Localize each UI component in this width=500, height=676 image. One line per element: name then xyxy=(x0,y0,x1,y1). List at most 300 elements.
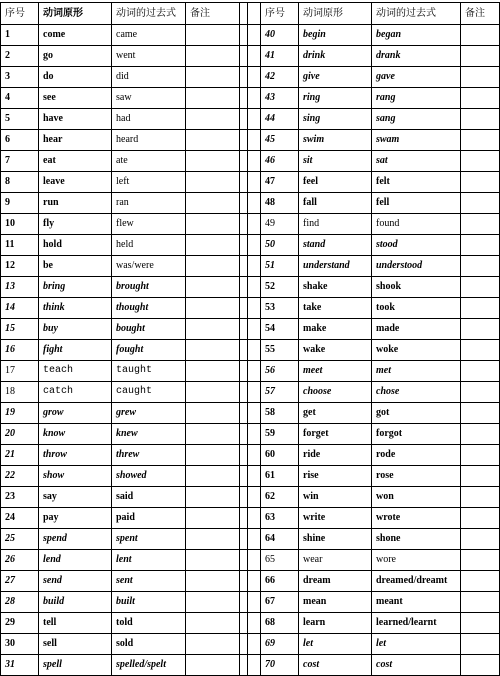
header-left-past: 动词的过去式 xyxy=(112,3,186,25)
left-no-cell: 23 xyxy=(1,487,39,508)
left-past-cell: bought xyxy=(112,319,186,340)
left-base-cell: see xyxy=(39,88,112,109)
right-note-cell xyxy=(461,550,500,571)
separator-cell xyxy=(240,655,248,676)
separator-cell xyxy=(240,214,248,235)
left-no-cell: 3 xyxy=(1,67,39,88)
right-note-cell xyxy=(461,613,500,634)
left-no-cell: 26 xyxy=(1,550,39,571)
separator-cell xyxy=(248,340,261,361)
right-past-cell: dreamed/dreamt xyxy=(372,571,461,592)
right-no-cell: 55 xyxy=(261,340,299,361)
left-base-cell: bring xyxy=(39,277,112,298)
right-note-cell xyxy=(461,424,500,445)
right-past-cell: fell xyxy=(372,193,461,214)
right-note-cell xyxy=(461,361,500,382)
separator-cell xyxy=(240,235,248,256)
left-base-cell: run xyxy=(39,193,112,214)
right-base-cell: write xyxy=(299,508,372,529)
left-base-cell: spell xyxy=(39,655,112,676)
right-no-cell: 59 xyxy=(261,424,299,445)
table-row xyxy=(1,613,500,634)
right-past-cell: understood xyxy=(372,256,461,277)
right-base-cell: understand xyxy=(299,256,372,277)
left-past-cell: knew xyxy=(112,424,186,445)
left-no-cell: 21 xyxy=(1,445,39,466)
right-note-cell xyxy=(461,340,500,361)
right-base-cell: wear xyxy=(299,550,372,571)
right-past-cell: sang xyxy=(372,109,461,130)
right-past-cell: swam xyxy=(372,130,461,151)
left-note-cell xyxy=(186,172,240,193)
left-past-cell: brought xyxy=(112,277,186,298)
left-past-cell: spent xyxy=(112,529,186,550)
separator-cell xyxy=(240,613,248,634)
right-base-cell: shake xyxy=(299,277,372,298)
right-no-cell: 62 xyxy=(261,487,299,508)
left-note-cell xyxy=(186,550,240,571)
right-note-cell xyxy=(461,172,500,193)
left-no-cell: 10 xyxy=(1,214,39,235)
right-note-cell xyxy=(461,529,500,550)
right-base-cell: forget xyxy=(299,424,372,445)
right-no-cell: 47 xyxy=(261,172,299,193)
table-row xyxy=(1,67,500,88)
right-no-cell: 40 xyxy=(261,25,299,46)
right-base-cell: take xyxy=(299,298,372,319)
right-past-cell: shone xyxy=(372,529,461,550)
right-no-cell: 57 xyxy=(261,382,299,403)
left-note-cell xyxy=(186,193,240,214)
table-row xyxy=(1,277,500,298)
header-left-no: 序号 xyxy=(1,3,39,25)
left-note-cell xyxy=(186,403,240,424)
separator-cell xyxy=(240,67,248,88)
right-base-cell: get xyxy=(299,403,372,424)
left-no-cell: 15 xyxy=(1,319,39,340)
right-past-cell: learned/learnt xyxy=(372,613,461,634)
separator-cell xyxy=(240,340,248,361)
right-no-cell: 41 xyxy=(261,46,299,67)
left-past-cell: thought xyxy=(112,298,186,319)
right-past-cell: chose xyxy=(372,382,461,403)
left-past-cell: flew xyxy=(112,214,186,235)
left-note-cell xyxy=(186,130,240,151)
left-past-cell: paid xyxy=(112,508,186,529)
left-past-cell: told xyxy=(112,613,186,634)
left-note-cell xyxy=(186,25,240,46)
table-row xyxy=(1,634,500,655)
left-note-cell xyxy=(186,592,240,613)
right-past-cell: let xyxy=(372,634,461,655)
separator-cell xyxy=(248,214,261,235)
table-row xyxy=(1,361,500,382)
separator-cell xyxy=(248,445,261,466)
right-note-cell xyxy=(461,382,500,403)
left-no-cell: 28 xyxy=(1,592,39,613)
separator-cell xyxy=(248,109,261,130)
right-base-cell: begin xyxy=(299,25,372,46)
left-note-cell xyxy=(186,634,240,655)
right-base-cell: rise xyxy=(299,466,372,487)
left-no-cell: 19 xyxy=(1,403,39,424)
table-row xyxy=(1,529,500,550)
left-past-cell: saw xyxy=(112,88,186,109)
right-past-cell: met xyxy=(372,361,461,382)
table-row xyxy=(1,256,500,277)
left-no-cell: 12 xyxy=(1,256,39,277)
header-row xyxy=(1,3,500,25)
table-row xyxy=(1,151,500,172)
left-no-cell: 24 xyxy=(1,508,39,529)
separator-cell xyxy=(240,382,248,403)
separator-cell xyxy=(240,571,248,592)
left-base-cell: hear xyxy=(39,130,112,151)
right-base-cell: sing xyxy=(299,109,372,130)
right-no-cell: 64 xyxy=(261,529,299,550)
left-note-cell xyxy=(186,466,240,487)
right-base-cell: ring xyxy=(299,88,372,109)
right-past-cell: found xyxy=(372,214,461,235)
right-note-cell xyxy=(461,67,500,88)
right-base-cell: swim xyxy=(299,130,372,151)
separator-cell xyxy=(248,46,261,67)
left-past-cell: sold xyxy=(112,634,186,655)
left-no-cell: 7 xyxy=(1,151,39,172)
left-past-cell: taught xyxy=(112,361,186,382)
right-base-cell: let xyxy=(299,634,372,655)
left-no-cell: 27 xyxy=(1,571,39,592)
left-no-cell: 17 xyxy=(1,361,39,382)
right-base-cell: drink xyxy=(299,46,372,67)
separator-cell xyxy=(248,403,261,424)
right-note-cell xyxy=(461,46,500,67)
right-base-cell: stand xyxy=(299,235,372,256)
right-note-cell xyxy=(461,151,500,172)
left-note-cell xyxy=(186,382,240,403)
right-note-cell xyxy=(461,508,500,529)
table-row xyxy=(1,550,500,571)
separator-cell xyxy=(240,172,248,193)
separator-cell xyxy=(240,25,248,46)
left-no-cell: 18 xyxy=(1,382,39,403)
left-base-cell: lend xyxy=(39,550,112,571)
separator-cell xyxy=(248,466,261,487)
table-row xyxy=(1,382,500,403)
right-note-cell xyxy=(461,592,500,613)
left-no-cell: 8 xyxy=(1,172,39,193)
left-no-cell: 2 xyxy=(1,46,39,67)
left-base-cell: throw xyxy=(39,445,112,466)
separator-cell xyxy=(240,151,248,172)
right-base-cell: sit xyxy=(299,151,372,172)
left-base-cell: buy xyxy=(39,319,112,340)
separator-cell xyxy=(240,130,248,151)
left-base-cell: tell xyxy=(39,613,112,634)
table-row xyxy=(1,487,500,508)
separator-cell xyxy=(248,508,261,529)
separator-cell xyxy=(248,235,261,256)
right-past-cell: began xyxy=(372,25,461,46)
left-note-cell xyxy=(186,67,240,88)
right-no-cell: 58 xyxy=(261,403,299,424)
separator-cell xyxy=(248,67,261,88)
separator-cell xyxy=(240,109,248,130)
table-row xyxy=(1,214,500,235)
right-base-cell: find xyxy=(299,214,372,235)
left-base-cell: catch xyxy=(39,382,112,403)
left-note-cell xyxy=(186,277,240,298)
right-no-cell: 48 xyxy=(261,193,299,214)
left-base-cell: spend xyxy=(39,529,112,550)
verb-table xyxy=(0,2,500,676)
table-row xyxy=(1,403,500,424)
right-past-cell: shook xyxy=(372,277,461,298)
table-row xyxy=(1,88,500,109)
separator-cell xyxy=(240,193,248,214)
separator-cell xyxy=(248,3,261,25)
right-base-cell: shine xyxy=(299,529,372,550)
separator-cell xyxy=(248,613,261,634)
right-note-cell xyxy=(461,109,500,130)
left-past-cell: had xyxy=(112,109,186,130)
right-no-cell: 42 xyxy=(261,67,299,88)
table-row xyxy=(1,655,500,676)
left-note-cell xyxy=(186,487,240,508)
left-note-cell xyxy=(186,319,240,340)
right-base-cell: make xyxy=(299,319,372,340)
separator-cell xyxy=(248,256,261,277)
left-past-cell: said xyxy=(112,487,186,508)
right-base-cell: cost xyxy=(299,655,372,676)
right-past-cell: won xyxy=(372,487,461,508)
right-no-cell: 54 xyxy=(261,319,299,340)
right-no-cell: 56 xyxy=(261,361,299,382)
right-note-cell xyxy=(461,277,500,298)
separator-cell xyxy=(248,592,261,613)
right-no-cell: 44 xyxy=(261,109,299,130)
separator-cell xyxy=(240,487,248,508)
right-no-cell: 46 xyxy=(261,151,299,172)
left-past-cell: lent xyxy=(112,550,186,571)
separator-cell xyxy=(240,592,248,613)
left-note-cell xyxy=(186,88,240,109)
left-note-cell xyxy=(186,340,240,361)
separator-cell xyxy=(240,529,248,550)
left-note-cell xyxy=(186,529,240,550)
separator-cell xyxy=(248,550,261,571)
right-note-cell xyxy=(461,655,500,676)
right-base-cell: wake xyxy=(299,340,372,361)
table-row xyxy=(1,130,500,151)
left-no-cell: 14 xyxy=(1,298,39,319)
separator-cell xyxy=(240,550,248,571)
header-right-past: 动词的过去式 xyxy=(372,3,461,25)
left-past-cell: went xyxy=(112,46,186,67)
right-base-cell: fall xyxy=(299,193,372,214)
right-no-cell: 67 xyxy=(261,592,299,613)
left-past-cell: caught xyxy=(112,382,186,403)
separator-cell xyxy=(248,382,261,403)
left-base-cell: do xyxy=(39,67,112,88)
separator-cell xyxy=(248,172,261,193)
left-base-cell: leave xyxy=(39,172,112,193)
right-base-cell: meet xyxy=(299,361,372,382)
left-past-cell: showed xyxy=(112,466,186,487)
separator-cell xyxy=(248,298,261,319)
left-past-cell: heard xyxy=(112,130,186,151)
left-base-cell: think xyxy=(39,298,112,319)
separator-cell xyxy=(240,445,248,466)
left-note-cell xyxy=(186,298,240,319)
left-no-cell: 5 xyxy=(1,109,39,130)
verb-table-body xyxy=(1,3,500,676)
left-past-cell: fought xyxy=(112,340,186,361)
right-note-cell xyxy=(461,487,500,508)
right-no-cell: 65 xyxy=(261,550,299,571)
right-base-cell: learn xyxy=(299,613,372,634)
separator-cell xyxy=(240,634,248,655)
right-base-cell: mean xyxy=(299,592,372,613)
header-right-no: 序号 xyxy=(261,3,299,25)
left-past-cell: spelled/spelt xyxy=(112,655,186,676)
table-row xyxy=(1,172,500,193)
separator-cell xyxy=(248,571,261,592)
right-no-cell: 68 xyxy=(261,613,299,634)
left-note-cell xyxy=(186,613,240,634)
right-past-cell: got xyxy=(372,403,461,424)
separator-cell xyxy=(240,298,248,319)
table-row xyxy=(1,25,500,46)
left-base-cell: show xyxy=(39,466,112,487)
right-no-cell: 45 xyxy=(261,130,299,151)
separator-cell xyxy=(240,277,248,298)
separator-cell xyxy=(248,193,261,214)
left-past-cell: did xyxy=(112,67,186,88)
right-note-cell xyxy=(461,214,500,235)
left-base-cell: fight xyxy=(39,340,112,361)
right-past-cell: sat xyxy=(372,151,461,172)
right-no-cell: 51 xyxy=(261,256,299,277)
right-no-cell: 43 xyxy=(261,88,299,109)
left-past-cell: threw xyxy=(112,445,186,466)
left-base-cell: fly xyxy=(39,214,112,235)
left-past-cell: ran xyxy=(112,193,186,214)
right-no-cell: 66 xyxy=(261,571,299,592)
right-base-cell: give xyxy=(299,67,372,88)
separator-cell xyxy=(240,403,248,424)
left-no-cell: 11 xyxy=(1,235,39,256)
separator-cell xyxy=(248,529,261,550)
left-no-cell: 9 xyxy=(1,193,39,214)
left-note-cell xyxy=(186,46,240,67)
left-base-cell: have xyxy=(39,109,112,130)
left-no-cell: 13 xyxy=(1,277,39,298)
left-no-cell: 1 xyxy=(1,25,39,46)
left-past-cell: ate xyxy=(112,151,186,172)
left-note-cell xyxy=(186,109,240,130)
right-note-cell xyxy=(461,193,500,214)
separator-cell xyxy=(240,508,248,529)
right-past-cell: rose xyxy=(372,466,461,487)
right-note-cell xyxy=(461,235,500,256)
separator-cell xyxy=(248,151,261,172)
separator-cell xyxy=(240,424,248,445)
left-note-cell xyxy=(186,256,240,277)
separator-cell xyxy=(240,3,248,25)
left-base-cell: sell xyxy=(39,634,112,655)
left-note-cell xyxy=(186,361,240,382)
left-note-cell xyxy=(186,424,240,445)
separator-cell xyxy=(240,319,248,340)
table-row xyxy=(1,508,500,529)
right-base-cell: win xyxy=(299,487,372,508)
right-past-cell: rang xyxy=(372,88,461,109)
left-base-cell: say xyxy=(39,487,112,508)
header-left-base: 动词原形 xyxy=(39,3,112,25)
right-note-cell xyxy=(461,445,500,466)
left-no-cell: 29 xyxy=(1,613,39,634)
left-no-cell: 20 xyxy=(1,424,39,445)
left-no-cell: 22 xyxy=(1,466,39,487)
right-past-cell: drank xyxy=(372,46,461,67)
table-row xyxy=(1,319,500,340)
right-note-cell xyxy=(461,298,500,319)
right-past-cell: wore xyxy=(372,550,461,571)
left-no-cell: 16 xyxy=(1,340,39,361)
header-right-note: 备注 xyxy=(461,3,500,25)
left-past-cell: came xyxy=(112,25,186,46)
separator-cell xyxy=(248,634,261,655)
header-right-base: 动词原形 xyxy=(299,3,372,25)
right-base-cell: dream xyxy=(299,571,372,592)
left-base-cell: grow xyxy=(39,403,112,424)
right-past-cell: forgot xyxy=(372,424,461,445)
table-row xyxy=(1,193,500,214)
separator-cell xyxy=(248,277,261,298)
right-note-cell xyxy=(461,466,500,487)
right-note-cell xyxy=(461,130,500,151)
left-no-cell: 4 xyxy=(1,88,39,109)
right-note-cell xyxy=(461,256,500,277)
left-note-cell xyxy=(186,571,240,592)
separator-cell xyxy=(240,88,248,109)
separator-cell xyxy=(248,25,261,46)
left-past-cell: was/were xyxy=(112,256,186,277)
left-base-cell: hold xyxy=(39,235,112,256)
right-no-cell: 49 xyxy=(261,214,299,235)
right-base-cell: choose xyxy=(299,382,372,403)
separator-cell xyxy=(248,655,261,676)
table-row xyxy=(1,235,500,256)
left-no-cell: 31 xyxy=(1,655,39,676)
separator-cell xyxy=(240,46,248,67)
left-base-cell: eat xyxy=(39,151,112,172)
right-no-cell: 70 xyxy=(261,655,299,676)
table-row xyxy=(1,571,500,592)
right-note-cell xyxy=(461,571,500,592)
left-note-cell xyxy=(186,445,240,466)
separator-cell xyxy=(248,424,261,445)
right-note-cell xyxy=(461,403,500,424)
left-base-cell: go xyxy=(39,46,112,67)
separator-cell xyxy=(240,466,248,487)
table-row xyxy=(1,424,500,445)
table-row xyxy=(1,340,500,361)
table-row xyxy=(1,445,500,466)
left-past-cell: held xyxy=(112,235,186,256)
left-past-cell: left xyxy=(112,172,186,193)
